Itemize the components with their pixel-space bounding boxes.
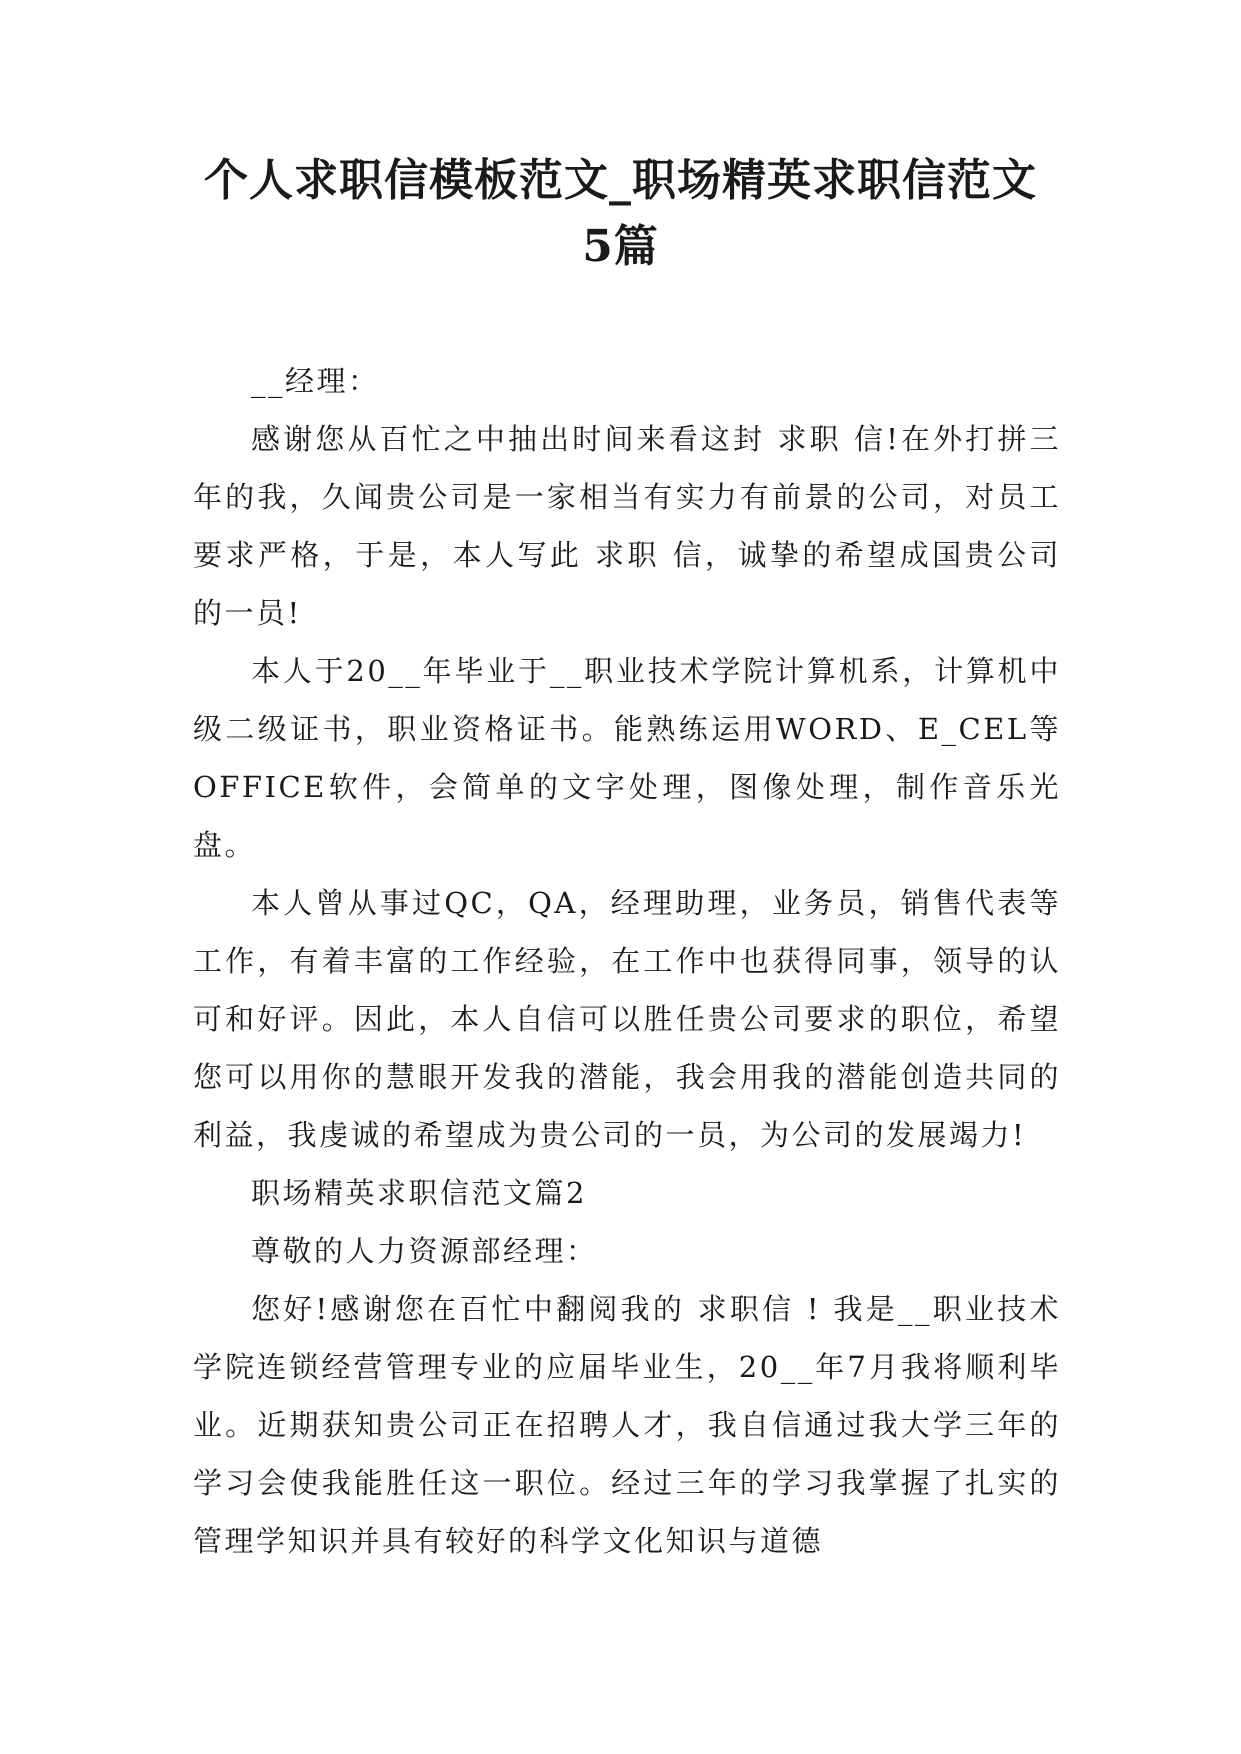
document-title: [150, 148, 1091, 280]
section-heading-2: 职场精英求职信范文篇2: [251, 1176, 587, 1210]
salutation: __经理：: [251, 364, 380, 398]
paragraph-education: 本人于20__年毕业于__职业技术学院计算机系，计算机中级二级证书，职业资格证书。能熟练运用WORD、E_CEL等OFFICE软件，会简单的文字处理，图像处理，制作音乐光盘。: [193, 654, 1061, 862]
document-body: [193, 352, 1061, 1570]
salutation-2: 尊敬的人力资源部经理：: [251, 1234, 598, 1268]
title-line-1: 个人求职信模板范文_职场精英求职信范文: [204, 155, 1037, 206]
paragraph-intro: 感谢您从百忙之中抽出时间来看这封 求职 信!在外打拼三年的我，久闻贵公司是一家相当有实力有前景的公司，对员工要求严格，于是，本人写此 求职 信，诚挚的希望成国贵公司的一员!: [193, 422, 1061, 630]
paragraph-letter-2: 您好!感谢您在百忙中翻阅我的 求职信 ! 我是__职业技术学院连锁经营管理专业的应届毕业生，20__年7月我将顺利毕业。近期获知贵公司正在招聘人才，我自信通过我大学三年的学习会使我能胜任这一职位。经过三年的学习我掌握了扎实的管理学知识并具有较好的科学文化知识与道德: [193, 1292, 1061, 1558]
paragraph-experience: 本人曾从事过QC，QA，经理助理，业务员，销售代表等工作，有着丰富的工作经验，在工作中也获得同事，领导的认可和好评。因此，本人自信可以胜任贵公司要求的职位，希望您可以用你的慧眼开发我的潜能，我会用我的潜能创造共同的利益，我虔诚的希望成为贵公司的一员，为公司的发展竭力!: [193, 886, 1061, 1152]
title-line-2: 5篇: [582, 221, 659, 272]
